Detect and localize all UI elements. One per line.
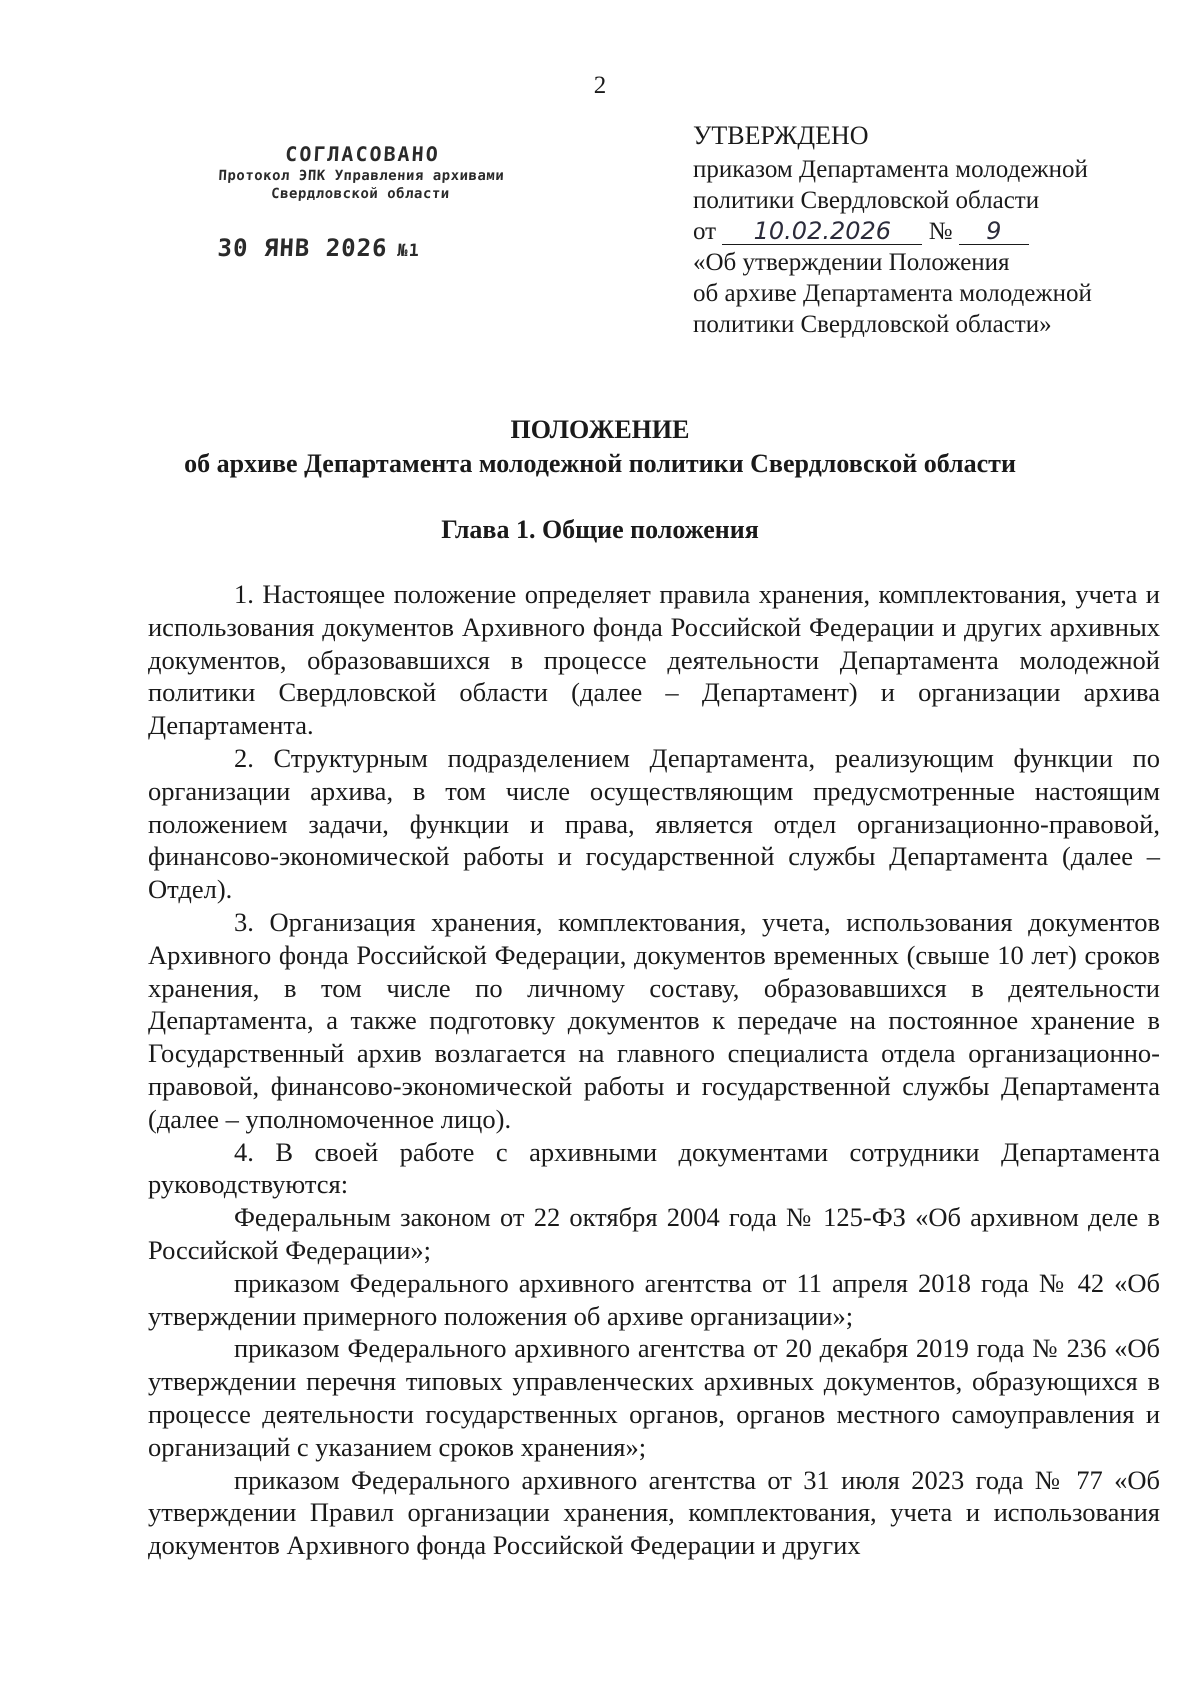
chapter-heading: Глава 1. Общие положения (441, 515, 759, 544)
approval-stamp (177, 142, 543, 262)
paragraph: приказом Федерального архивного агентства от 11 апреля 2018 года № 42 «Об утверждении примерного положения об архиве организации»; (148, 1267, 1160, 1331)
stamp-number: №1 (396, 241, 421, 261)
document-body (148, 578, 1160, 1562)
approval-number-prefix: № (928, 218, 953, 245)
approval-line-5: об архиве Департамента молодежной (693, 280, 1092, 307)
approval-block (693, 120, 1173, 340)
approval-line-6: политики Свердловской области» (693, 311, 1052, 338)
paragraph: 2. Структурным подразделением Департамента, реализующим функции по организации архива, в том числе осуществляющим предусмотренные настоящим положением задачи, функции и права, является отдел организационно-правовой, финансово-экономической работы и государственной службы Департамента (далее – Отдел). (148, 742, 1160, 905)
paragraph: 3. Организация хранения, комплектования, учета, использования документов Архивного фонда Российской Федерации, документов временных (свыше 10 лет) сроков хранения, в том числе по личному составу, образовавшихся в деятельности Департамента, а также подготовку документов к передаче на постоянное хранение в Государственный архив возлагается на главного специалиста отдела организационно-правовой, финансово-экономической работы и государственной службы Департамента (далее – уполномоченное лицо). (148, 906, 1160, 1134)
document-title-block (0, 413, 1200, 481)
approval-date-prefix: от (693, 218, 717, 245)
document-subtitle: об архиве Департамента молодежной политики Свердловской области (184, 449, 1016, 478)
stamp-date-row (177, 234, 538, 262)
approval-line-2: политики Свердловской области (693, 187, 1040, 214)
paragraph: 1. Настоящее положение определяет правила хранения, комплектования, учета и использования документов Архивного фонда Российской Федерации и других архивных документов, образовавшихся в процессе деятельности Департамента молодежной политики Свердловской области (далее – Департамент) и организации архива Департамента. (148, 579, 1160, 741)
approval-heading: УТВЕРЖДЕНО (693, 121, 869, 150)
stamp-line-1: Протокол ЭПК Управления архивами (218, 168, 505, 184)
paragraph: приказом Федерального архивного агентства от 20 декабря 2019 года № 236 «Об утверждении перечня типовых управленческих архивных документов, образующихся в процессе деятельности государственных органов, органов местного самоуправления и организаций с указанием сроков хранения»; (148, 1333, 1160, 1462)
approval-date-handwritten: 10.02.2026 (722, 218, 922, 245)
page-number: 2 (593, 72, 607, 99)
paragraph: Федеральным законом от 22 октября 2004 года № 125-ФЗ «Об архивном деле в Российской Федерации»; (148, 1202, 1160, 1265)
paragraph: приказом Федерального архивного агентства от 31 июля 2023 года № 77 «Об утверждении Правил организации хранения, комплектования, учета и использования документов Архивного фонда Российской Федерации и других (148, 1464, 1160, 1561)
stamp-date: 30 ЯНВ 2026 (216, 234, 389, 262)
approval-date-row (693, 216, 1173, 247)
approval-line-4: «Об утверждении Положения (693, 249, 1010, 276)
approval-number-handwritten: 9 (959, 218, 1029, 245)
stamp-line-2: Свердловской области (270, 186, 451, 202)
document-title: ПОЛОЖЕНИЕ (510, 415, 690, 444)
paragraph: 4. В своей работе с архивными документами сотрудники Департамента руководствуются: (148, 1136, 1160, 1200)
stamp-title: СОГЛАСОВАНО (284, 142, 441, 166)
approval-line-1: приказом Департамента молодежной (693, 156, 1088, 183)
